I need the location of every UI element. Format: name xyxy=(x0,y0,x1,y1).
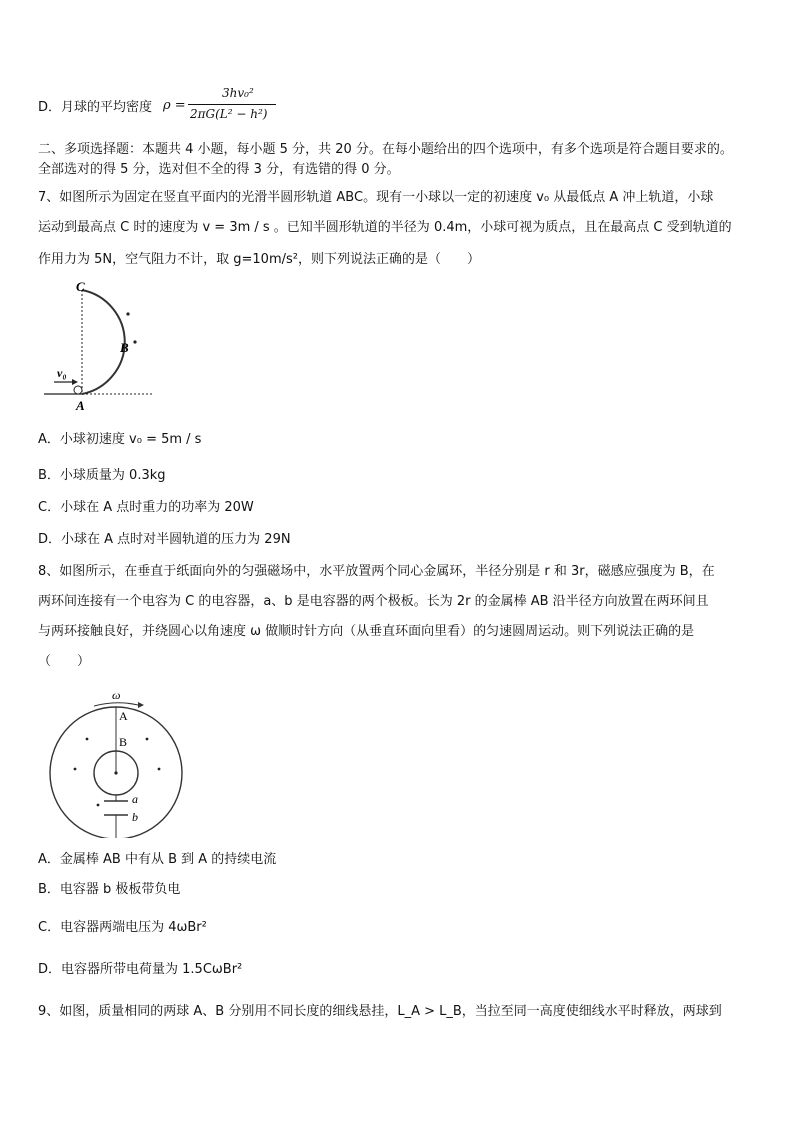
density-denominator: 2πG(L² − h²) xyxy=(190,107,268,121)
field-dot xyxy=(158,768,161,771)
label-plate-b: b xyxy=(132,810,138,824)
section-2-line-1: 二、多项选择题：本题共 4 小题，每小题 5 分，共 20 分。在每小题给出的四个选项中，有多个选项是符合题目要求的。 xyxy=(38,142,733,157)
label-b: B xyxy=(120,340,129,355)
prev-option-d-text: D．月球的平均密度 xyxy=(38,100,153,115)
q8-stem-line-2: 两环间连接有一个电容为 C 的电容器，a、b 是电容器的两个极板。长为 2r 的金属棒 AB 沿半径方向放置在两环间且 xyxy=(38,594,709,609)
q7-option-b: B．小球质量为 0.3kg xyxy=(38,468,166,483)
ring-center xyxy=(114,771,117,774)
label-c: C xyxy=(76,279,85,294)
omega-arrow-arc xyxy=(94,703,138,706)
q8-stem-line-4: （ ） xyxy=(38,654,91,669)
semicircle-track xyxy=(82,290,125,394)
q7-stem-line-3: 作用力为 5N，空气阻力不计，取 g=10m/s²，则下列说法正确的是（ ） xyxy=(38,252,480,267)
label-a: A xyxy=(76,398,85,413)
field-dot xyxy=(74,768,77,771)
density-numerator: 3hv₀² xyxy=(222,86,254,100)
label-a-upper: A xyxy=(119,709,128,723)
velocity-arrow-head xyxy=(72,379,78,385)
track-dot-b xyxy=(133,340,136,343)
density-symbol: ρ = xyxy=(163,98,186,113)
track-dot-upper xyxy=(126,312,129,315)
field-dot xyxy=(97,804,100,807)
label-v0: v₀ xyxy=(57,366,67,380)
q7-option-c: C．小球在 A 点时重力的功率为 20W xyxy=(38,500,254,515)
field-dot xyxy=(86,738,89,741)
label-plate-a: a xyxy=(132,792,138,806)
q7-semicircle-figure xyxy=(40,278,160,416)
label-b-upper: B xyxy=(119,735,128,749)
field-dot xyxy=(146,738,149,741)
fraction-bar xyxy=(188,104,276,105)
q8-option-c: C．电容器两端电压为 4ωBr² xyxy=(38,920,207,935)
omega-arrow-head xyxy=(138,702,144,708)
section-2-line-2: 全部选对的得 5 分，选对但不全的得 3 分，有选错的得 0 分。 xyxy=(38,162,400,177)
q8-option-b: B．电容器 b 极板带负电 xyxy=(38,882,181,897)
q8-option-d: D．电容器所带电荷量为 1.5CωBr² xyxy=(38,962,243,977)
q8-option-a: A．金属棒 AB 中有从 B 到 A 的持续电流 xyxy=(38,852,277,867)
prev-option-d xyxy=(38,98,152,118)
q7-option-d: D．小球在 A 点时对半圆轨道的压力为 29N xyxy=(38,532,291,547)
q8-rings-figure xyxy=(46,686,196,838)
q7-option-a: A．小球初速度 v₀ = 5m / s xyxy=(38,432,202,447)
q7-stem-line-1: 7、如图所示为固定在竖直平面内的光滑半圆形轨道 ABC。现有一小球以一定的初速度 v₀ 从最低点 A 冲上轨道，小球 xyxy=(38,190,714,205)
q9-stem-line-1: 9、如图，质量相同的两球 A、B 分别用不同长度的细线悬挂，L_A > L_B，当拉至同一高度使细线水平时释放，两球到 xyxy=(38,1004,722,1019)
q8-stem-line-1: 8、如图所示，在垂直于纸面向外的匀强磁场中，水平放置两个同心金属环，半径分别是 r 和 3r，磁感应强度为 B，在 xyxy=(38,564,715,579)
q7-stem-line-2: 运动到最高点 C 时的速度为 v = 3m / s 。已知半圆形轨道的半径为 0.4m，小球可视为质点，且在最高点 C 受到轨道的 xyxy=(38,220,732,235)
ball xyxy=(74,386,82,394)
q8-stem-line-3: 与两环接触良好，并绕圆心以角速度 ω 做顺时针方向（从垂直环面向里看）的匀速圆周运动。则下列说法正确的是 xyxy=(38,624,695,639)
label-omega: ω xyxy=(112,688,121,702)
